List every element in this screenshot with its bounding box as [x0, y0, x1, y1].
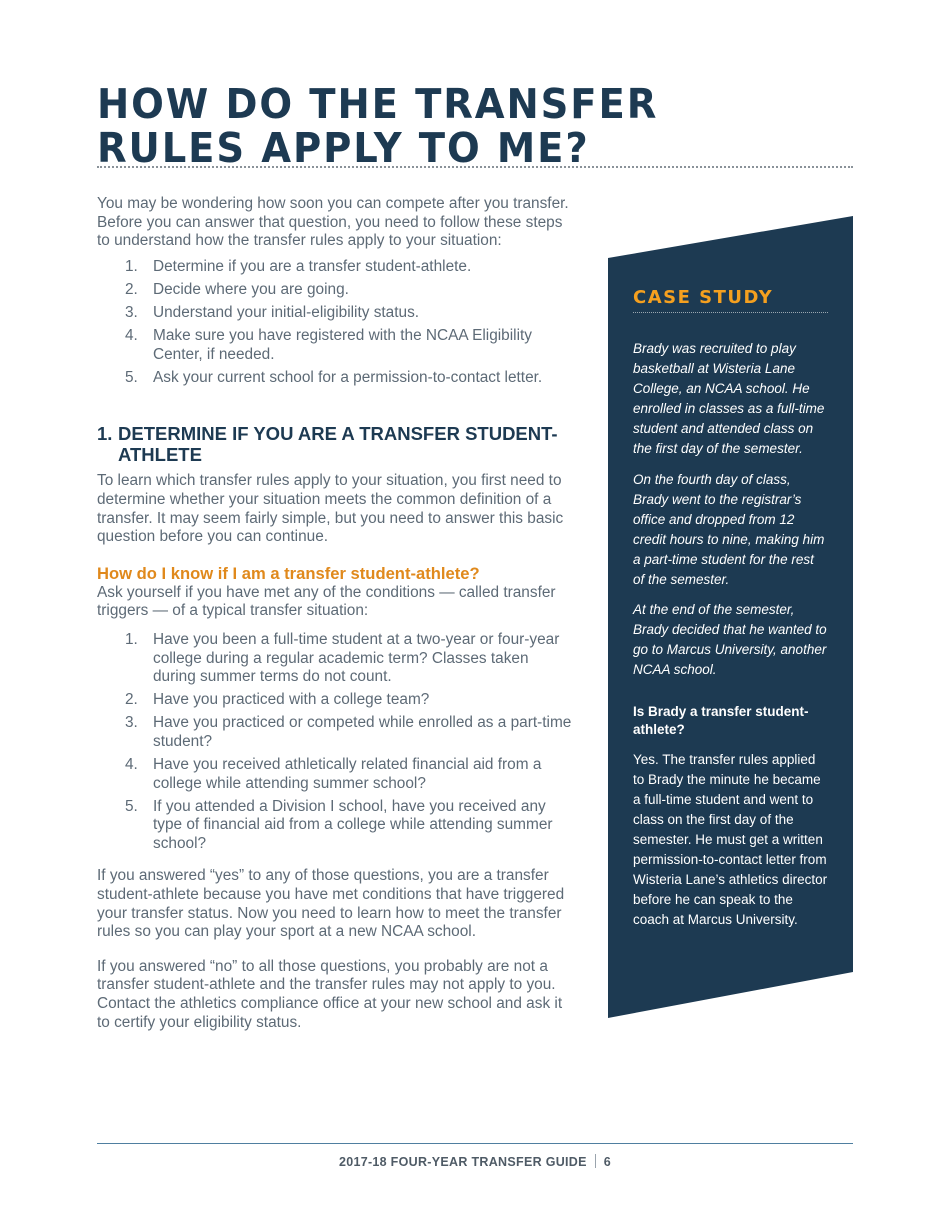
case-study-paragraph: At the end of the semester, Brady decided that he wanted to go to Marcus University, another NCAA school. [633, 602, 827, 678]
footer-divider [97, 1143, 853, 1144]
case-study-paragraph: Brady was recruited to play basketball at Wisteria Lane College, an NCAA school. He enrolled in classes as a full-time student and attended class on the first day of the semester. [633, 341, 825, 457]
section-subheading: How do I know if I am a transfer student-athlete? [97, 563, 480, 583]
footer-guide-title: 2017-18 FOUR-YEAR TRANSFER GUIDE [338, 1155, 587, 1169]
footer-separator [595, 1154, 596, 1168]
page-title-line-2: RULES APPLY TO ME? [97, 124, 590, 172]
list-item: 4. Make sure you have registered with the NCAA Eligibility Center, if needed. [125, 327, 532, 363]
page-title-line-1: HOW DO THE TRANSFER [97, 80, 659, 128]
case-study-question: Is Brady a transfer student-athlete? [633, 703, 809, 737]
case-study-title: CASE STUDY [633, 286, 828, 313]
triggers-intro: Ask yourself if you have met any of the conditions — called transfer triggers — of a typical transfer situation: [97, 583, 556, 620]
no-paragraph: If you answered “no” to all those questions, you probably are not a transfer student-athlete and the transfer rules may not apply to you. Contact the athletics compliance office at your new school and ask it to certify your eligibility status. [97, 957, 563, 1031]
list-item: 3. Understand your initial-eligibility status. [125, 303, 420, 321]
intro-paragraph: You may be wondering how soon you can compete after you transfer. Before you can answer that question, you need to follow these steps to understand how the transfer rules apply to your situation: [97, 195, 569, 250]
list-item: 2. Have you practiced with a college team? [125, 691, 430, 709]
list-item: 5. Ask your current school for a permission-to-contact letter. [125, 368, 543, 386]
title-divider [97, 166, 853, 168]
list-item: 1. Have you been a full-time student at a two-year or four-year college during a regular academic term? Classes taken during summer terms do not count. [125, 630, 560, 686]
list-item: 4. Have you received athletically related financial aid from a college while attending summer school? [125, 755, 542, 792]
case-study-answer: Yes. The transfer rules applied to Brady the minute he became a full-time student and went to class on the first day of the semester. He must get a written permission-to-contact letter from Wisteria Lane’s athletics director before he can speak to the coach at Marcus University. [633, 751, 828, 928]
steps-list [97, 258, 575, 388]
list-item: 5. If you attended a Division I school, have you received any type of financial aid from a college while attending summer school? [125, 797, 553, 852]
section-body: To learn which transfer rules apply to your situation, you first need to determine whether your situation meets the common definition of a transfer. It may seem fairly simple, but you need to answer this basic question before you can continue. [97, 472, 564, 546]
list-item: 3. Have you practiced or competed while enrolled as a part-time student? [125, 714, 572, 750]
page-number: 6 [603, 1155, 612, 1169]
triggers-list [97, 631, 575, 854]
page-footer [0, 1154, 950, 1169]
section-heading: 1. DETERMINE IF YOU ARE A TRANSFER STUDENT-ATHLETE [97, 423, 558, 466]
list-item: 1. Determine if you are a transfer student-athlete. [125, 257, 472, 275]
yes-paragraph: If you answered “yes” to any of those questions, you are a transfer student-athlete because you have met conditions that have triggered your transfer status. Now you need to learn how to meet the transfer rules so you can play your sport at a new NCAA school. [97, 867, 565, 941]
list-item: 2. Decide where you are going. [125, 280, 349, 298]
case-study-paragraph: On the fourth day of class, Brady went to the registrar’s office and dropped from 12 credit hours to nine, making him a part-time student for the rest of the semester. [633, 471, 825, 588]
case-study [633, 286, 828, 930]
page-title [97, 82, 658, 170]
main-column [97, 195, 575, 1032]
